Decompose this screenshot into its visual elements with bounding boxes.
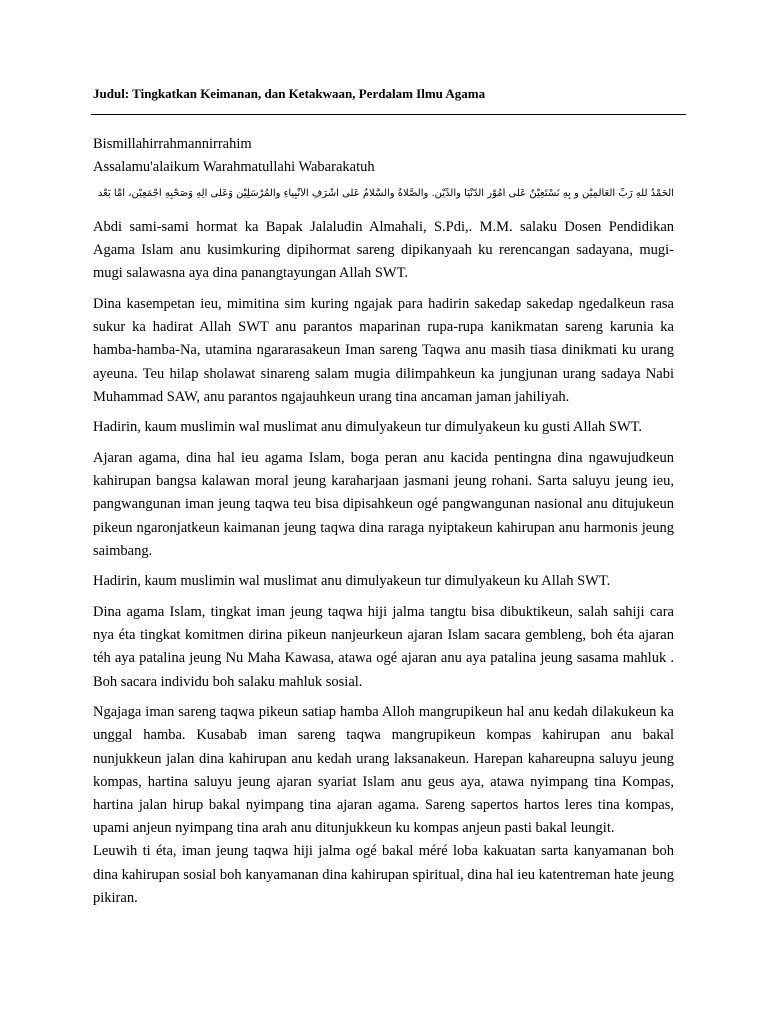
paragraph: Hadirin, kaum muslimin wal muslimat anu dimulyakeun tur dimulyakeun ku gusti Allah SWT. — [93, 419, 643, 436]
title-divider — [91, 114, 686, 115]
paragraph: Ngajaga iman sareng taqwa pikeun satiap hamba Alloh mangrupikeun hal anu kedah dilakukeun ka unggal hamba. Kusabab iman sareng taqwa mangrupikeun kompas kahirupan anu bakal nunjukkeun jalan dina kahirupan anu kedah urang laksanakeun. Harepan kahareupna saluyu jeung kompas, hartina saluyu jeung ajaran syariat Islam anu geus aya, atawa nyimpang tina Kompas, hartina jalan hirup bakal nyimpang tina ajaran agama. Sareng sapertos hartos leres tina kompas, upami anjeun nyimpang tina arah anu ditunjukkeun ku kompas anjeun pasti bakal leungit. — [93, 704, 674, 837]
paragraph: Dina kasempetan ieu, mimitina sim kuring ngajak para hadirin sakedap sakedap ngedalkeun rasa sukur ka hadirat Allah SWT anu parantos maparinan rupa-rupa kanikmatan sareng karunia ka hamba-hamba-Na, utamina ngararasakeun Iman sareng Taqwa anu masih tiasa dinikmati ku urang ayeuna. Teu hilap sholawat sinareng salam mugia dilimpahkeun ka jungjunan urang sadaya Nabi Muhammad SAW, anu parantos ngajauhkeun urang tina ancaman jaman jahiliyah. — [93, 296, 674, 405]
salam-line: Assalamu'alaikum Warahmatullahi Wabarakatuh — [93, 159, 375, 175]
arabic-opening: الحَمْدُ للهِ رَبِّ العَالَمِيْن و بِهِ نَسْتَعِيْنُ عَلى أُمُوْرِ الدُّنْيَا والدِّيْن. والصَّلاةُ والسَّلامُ عَلى أَشْرَفِ الأَنْبِياءِ والمُرْسَلِيْن وَعَلى آلِهِ وَصَحْبِهِ أَجْمَعِيْن، امَّا بَعْد — [97, 188, 674, 199]
body-text — [93, 216, 674, 917]
bismillah-line: Bismillahirrahmannirrahim — [93, 136, 252, 152]
document-title: Judul: Tingkatkan Keimanan, dan Ketakwaan, Perdalam Ilmu Agama — [93, 86, 486, 101]
paragraph: Hadirin, kaum muslimin wal muslimat anu dimulyakeun tur dimulyakeun ku Allah SWT. — [93, 573, 611, 590]
paragraph: Leuwih ti éta, iman jeung taqwa hiji jalma ogé bakal méré loba kakuatan sarta kanyamanan boh dina kahirupan sosial boh kanyamanan dina kahirupan spiritual, dina hal ieu katentreman hate jeung pikiran. — [93, 843, 674, 906]
paragraph: Dina agama Islam, tingkat iman jeung taqwa hiji jalma tangtu bisa dibuktikeun, salah sahiji cara nya éta tingkat komitmen dirina pikeun nanjeurkeun ajaran Islam sacara gembleng, boh éta ajaran téh aya patalina jeung Nu Maha Kawasa, atawa ogé ajaran anu aya patalina jeung sasama mahluk . Boh sacara individu boh salaku mahluk sosial. — [93, 604, 674, 690]
paragraph: Ajaran agama, dina hal ieu agama Islam, boga peran anu kacida pentingna dina ngawujudkeun kahirupan bangsa kalawan moral jeung karaharjaan jasmani jeung rohani. Sarta saluyu jeung ieu, pangwangunan iman jeung taqwa teu bisa dipisahkeun ogé pangwangunan nasional anu ditujukeun pikeun ngaronjatkeun kaimanan jeung taqwa dina raraga nyiptakeun kahirupan anu harmonis jeung saimbang. — [93, 450, 674, 559]
paragraph: Abdi sami-sami hormat ka Bapak Jalaludin Almahali, S.Pdi,. M.M. salaku Dosen Pendidikan Agama Islam anu kusimkuring dipihormat sareng dipikanyaah ku rerencangan sadayana, mugi-mugi salawasna aya dina panangtayungan Allah SWT. — [93, 219, 674, 282]
